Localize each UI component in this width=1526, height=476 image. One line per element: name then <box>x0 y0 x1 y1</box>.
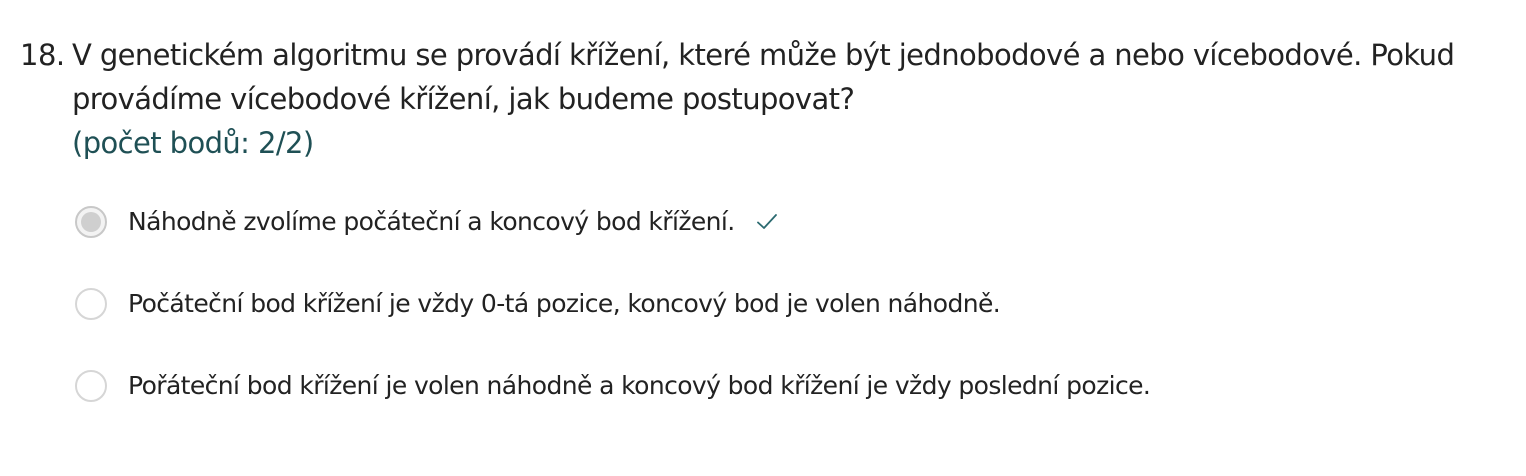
question-body <box>72 33 1510 165</box>
answer-choice-1[interactable] <box>75 205 1510 239</box>
radio-dot <box>81 212 101 232</box>
quiz-question <box>20 33 1510 451</box>
question-number: 18. <box>20 38 65 72</box>
question-points: (počet bodů: 2/2) <box>72 126 314 160</box>
radio-button[interactable] <box>75 288 107 320</box>
answer-choice-3[interactable] <box>75 369 1510 403</box>
answer-choice-label: Počáteční bod křížení je vždy 0-tá pozice, koncový bod je volen náhodně. <box>128 289 1001 318</box>
radio-button[interactable] <box>75 370 107 402</box>
answer-choice-2[interactable] <box>75 287 1510 321</box>
question-header <box>20 33 1510 165</box>
answer-choice-label: Pořáteční bod křížení je volen náhodně a koncový bod křížení je vždy poslední pozice. <box>128 371 1151 400</box>
answer-choice-label: Náhodně zvolíme počáteční a koncový bod křížení. <box>128 207 735 236</box>
checkmark-icon <box>755 210 779 234</box>
question-text: V genetickém algoritmu se provádí křížení, které může být jednobodové a nebo vícebodové. Pokud provádíme vícebodové křížení, jak budeme postupovat? <box>72 38 1455 116</box>
radio-button-selected[interactable] <box>75 206 107 238</box>
answer-choices <box>75 205 1510 403</box>
